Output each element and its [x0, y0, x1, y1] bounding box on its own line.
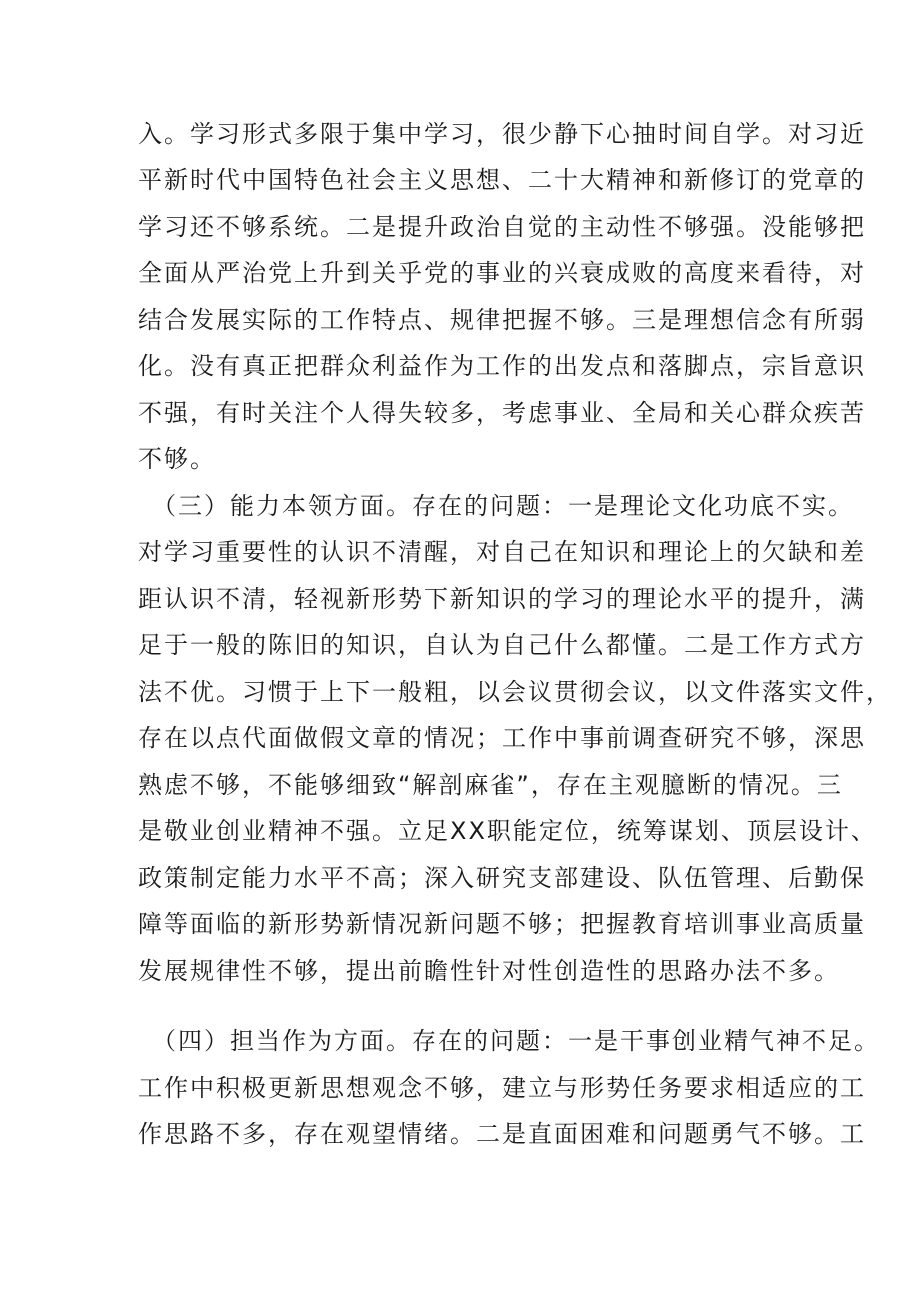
section-heading-line: （四）担当作为方面。存在的问题：一是干事创业精气神不足。 — [152, 1027, 880, 1055]
text-line: 入。学习形式多限于集中学习，很少静下心抽时间自学。对习近 — [138, 120, 866, 148]
text-line: 障等面临的新形势新情况新问题不够；把握教育培训事业高质量 — [138, 910, 866, 938]
text-line: 法不优。习惯于上下一般粗，以会议贯彻会议，以文件落实文件， — [138, 678, 892, 706]
text-line: 存在以点代面做假文章的情况；工作中事前调查研究不够，深思 — [138, 724, 866, 752]
text-line: 结合发展实际的工作特点、规律把握不够。三是理想信念有所弱 — [138, 306, 866, 334]
section-heading-line: （三）能力本领方面。存在的问题：一是理论文化功底不实。 — [152, 492, 854, 520]
text-line: 发展规律性不够，提出前瞻性针对性创造性的思路办法不多。 — [138, 957, 840, 985]
text-line: 全面从严治党上升到关乎党的事业的兴衰成败的高度来看待，对 — [138, 259, 866, 287]
text-line: 工作中积极更新思想观念不够，建立与形势任务要求相适应的工 — [138, 1074, 866, 1102]
text-line: 政策制定能力水平不高；深入研究支部建设、队伍管理、后勤保 — [138, 864, 866, 892]
text-line: 不强，有时关注个人得失较多，考虑事业、全局和关心群众疾苦 — [138, 399, 866, 427]
text-line: 作思路不多，存在观望情绪。二是直面困难和问题勇气不够。工 — [138, 1120, 866, 1148]
text-line: 平新时代中国特色社会主义思想、二十大精神和新修订的党章的 — [138, 166, 866, 194]
text-line: 距认识不清，轻视新形势下新知识的学习的理论水平的提升，满 — [138, 585, 866, 613]
text-line: 熟虑不够，不能够细致“解剖麻雀”，存在主观臆断的情况。三 — [138, 771, 843, 799]
text-line: 化。没有真正把群众利益作为工作的出发点和落脚点，宗旨意识 — [138, 352, 866, 380]
text-line: 不够。 — [138, 445, 216, 473]
text-line: 是敬业创业精神不强。立足XX职能定位，统筹谋划、顶层设计、 — [138, 817, 877, 845]
text-line: 学习还不够系统。二是提升政治自觉的主动性不够强。没能够把 — [138, 213, 866, 241]
text-line: 足于一般的陈旧的知识，自认为自己什么都懂。二是工作方式方 — [138, 631, 866, 659]
text-line: 对学习重要性的认识不清醒，对自己在知识和理论上的欠缺和差 — [138, 538, 866, 566]
